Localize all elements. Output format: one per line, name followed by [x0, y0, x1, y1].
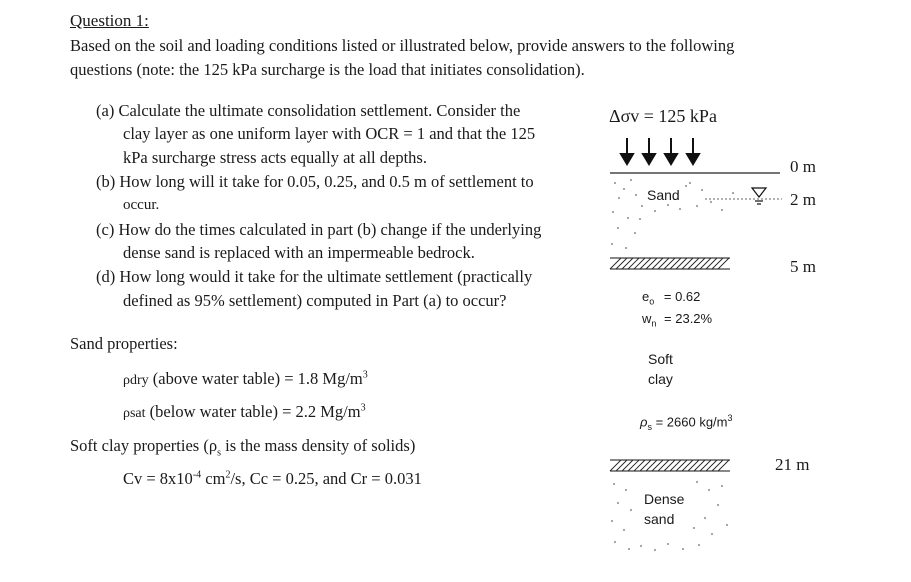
- part-b-line-2: occur.: [123, 197, 160, 213]
- cv-unit-exp: 2: [225, 469, 231, 481]
- part-a-line-2: clay layer as one uniform layer with OCR = 1 and that the 125: [123, 124, 536, 143]
- rho-s-sub: s: [647, 421, 652, 432]
- sand-properties-heading: Sand properties:: [70, 334, 178, 353]
- rho-s-symbol: ρ: [640, 414, 648, 430]
- wn-value: = 23.2%: [664, 311, 713, 326]
- depth-2m: 2 m: [790, 190, 816, 209]
- e0-annotation: [642, 289, 700, 307]
- cv-text: Cv = 8x10: [123, 469, 193, 488]
- rho-s-value: = 2660 kg/m: [655, 414, 728, 430]
- rho-s-exp: 3: [727, 413, 733, 423]
- boundary-sand-clay-hatch: [610, 258, 729, 269]
- cv-exp: -4: [192, 469, 202, 481]
- soft-clay-label-1: Soft: [648, 351, 673, 367]
- part-a-line-3: kPa surcharge stress acts equally at all depths.: [123, 148, 427, 167]
- e0-symbol: e: [642, 289, 650, 304]
- depth-21m: 21 m: [775, 455, 810, 474]
- wn-sub: n: [651, 318, 657, 329]
- e0-sub: o: [649, 296, 655, 307]
- e0-value: = 0.62: [663, 289, 701, 304]
- clay-heading-part1: Soft clay properties (ρ: [70, 436, 218, 455]
- depth-0m: 0 m: [790, 157, 816, 176]
- boundary-clay-dense-hatch: [610, 460, 729, 471]
- intro-line-1: Based on the soil and loading conditions listed or illustrated below, provide answers to the following: [70, 36, 735, 55]
- clay-heading-sub: s: [217, 447, 221, 459]
- dense-sand-label-1: Dense: [644, 491, 685, 507]
- part-c-line-1: (c) How do the times calculated in part (b) change if the underlying: [96, 220, 542, 239]
- clay-heading-part2: is the mass density of solids): [220, 436, 416, 455]
- sand-label: Sand: [647, 187, 680, 203]
- depth-5m: 5 m: [790, 257, 816, 276]
- rho-sat-symbol: ρsat: [123, 406, 146, 421]
- part-d-line-2: defined as 95% settlement) computed in Part (a) to occur?: [123, 291, 507, 310]
- intro-line-2: questions (note: the 125 kPa surcharge is the load that initiates consolidation).: [70, 60, 585, 79]
- part-b-line-1: (b) How long will it take for 0.05, 0.25, and 0.5 m of settlement to: [96, 172, 534, 191]
- question-title: Question 1:: [70, 11, 149, 30]
- surcharge-arrows: [621, 138, 699, 164]
- rho-dry-text: (above water table) = 1.8 Mg/m: [152, 369, 363, 388]
- rho-sat-exp: 3: [360, 402, 366, 414]
- part-d-line-1: (d) How long would it take for the ultimate settlement (practically: [96, 267, 533, 286]
- part-c-line-2: dense sand is replaced with an impermeable bedrock.: [123, 243, 475, 262]
- dense-sand-label-2: sand: [644, 511, 675, 527]
- cc-cr-text: /s, Cc = 0.25, and Cr = 0.031: [230, 469, 422, 488]
- rho-s-annotation: [640, 413, 733, 432]
- rho-dry-exp: 3: [362, 369, 368, 381]
- water-table-icon: [752, 188, 766, 204]
- wn-annotation: [642, 311, 712, 329]
- surcharge-label: Δσv = 125 kPa: [609, 106, 717, 126]
- soft-clay-label-2: clay: [648, 371, 673, 387]
- part-a-line-1: (a) Calculate the ultimate consolidation settlement. Consider the: [96, 101, 521, 120]
- cv-unit: cm: [201, 469, 226, 488]
- wn-symbol: w: [642, 311, 652, 326]
- rho-dry-symbol: ρdry: [123, 373, 149, 388]
- rho-sat-text: (below water table) = 2.2 Mg/m: [149, 402, 361, 421]
